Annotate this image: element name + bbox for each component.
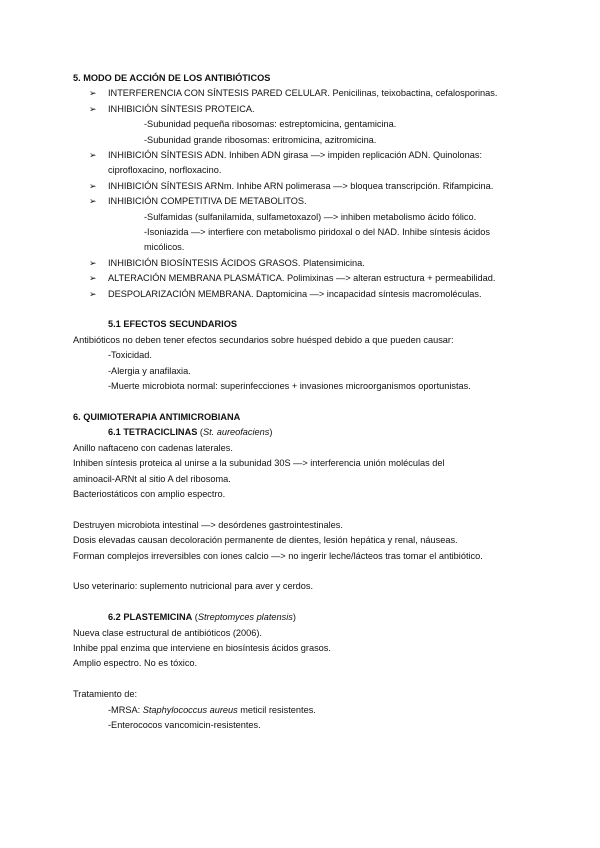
bullet-text: Inhiben ADN girasa —> impiden replicación ADN. Quinolonas:: [226, 150, 483, 161]
sub-item: -Isoniazida —> interfiere con metabolismo piridoxal o del NAD. Inhibe síntesis ácidos: [144, 227, 490, 238]
arrow-bullet-icon: ➢: [89, 103, 97, 114]
paragraph: Anillo naftaceno con cadenas laterales.: [73, 442, 233, 453]
paragraph: Tratamiento de:: [73, 689, 138, 700]
arrow-bullet-icon: ➢: [89, 150, 97, 161]
paren-close: ): [292, 612, 296, 623]
list-item: -Toxicidad.: [108, 350, 152, 361]
mrsa-prefix: -MRSA:: [108, 704, 143, 715]
bullet-item: [73, 179, 540, 194]
arrow-bullet-icon: ➢: [89, 180, 97, 191]
bullet-head: INHIBICIÓN COMPETITIVA DE METABOLITOS.: [108, 196, 307, 207]
arrow-bullet-icon: ➢: [89, 257, 97, 268]
paren-close: ): [269, 427, 273, 438]
bullet-item: [73, 256, 540, 271]
bullet-item: [73, 271, 540, 286]
arrow-bullet-icon: ➢: [89, 288, 97, 299]
bullet-text: Polimixinas —> alteran estructura + permeabilidad.: [284, 273, 496, 284]
mrsa-suffix: meticil resistentes.: [237, 704, 316, 715]
bullet-item: [73, 287, 540, 302]
bullet-item: [73, 194, 540, 209]
bullet-head: INHIBICIÓN SÍNTESIS ARNm.: [108, 180, 235, 191]
bullet-head: INTERFERENCIA CON SÍNTESIS PARED CELULAR.: [108, 88, 330, 99]
paren-open: (: [192, 612, 198, 623]
spacer: [73, 502, 540, 517]
section-6-2-title: [73, 610, 540, 625]
paragraph: aminoacil-ARNt al sitio A del ribosoma.: [73, 473, 231, 484]
bullet-head: INHIBICIÓN SÍNTESIS ADN.: [108, 150, 227, 161]
list-item: -Enterococos vancomicin-resistentes.: [108, 719, 261, 730]
species-name: Staphylococcus aureus: [142, 704, 238, 715]
bullet-text: Penicilinas, teixobactina, cefalosporinas.: [329, 88, 498, 99]
paragraph: Antibióticos no deben tener efectos secundarios sobre huésped debido a que pueden causar:: [73, 334, 454, 345]
section-5-1-title: 5.1 EFECTOS SECUNDARIOS: [108, 319, 237, 330]
bullet-text: Platensimicina.: [300, 257, 365, 268]
sub-item: -Subunidad pequeña ribosomas: estreptomicina, gentamicina.: [144, 119, 397, 130]
paragraph: Uso veterinario: suplemento nutricional para aver y cerdos.: [73, 581, 314, 592]
list-item: -Alergia y anafilaxia.: [108, 365, 191, 376]
paragraph: Inhiben síntesis proteica al unirse a la subunidad 30S —> interferencia unión moléculas del: [73, 458, 445, 469]
section-6-1-title: [73, 425, 540, 440]
paragraph: Forman complejos irreversibles con iones calcio —> no ingerir leche/lácteos tras tomar el antibiótico.: [73, 550, 483, 561]
bullet-continuation: ciprofloxacino, norfloxacino.: [108, 165, 222, 176]
species-name: Streptomyces platensis: [197, 612, 293, 623]
arrow-bullet-icon: ➢: [89, 196, 97, 207]
paren-open: (: [197, 427, 203, 438]
bullet-item: [73, 148, 540, 163]
list-item: -Muerte microbiota normal: superinfecciones + invasiones microorganismos oportunistas.: [108, 381, 471, 392]
paragraph: Bacteriostáticos con amplio espectro.: [73, 488, 226, 499]
paragraph: Inhibe ppal enzima que interviene en biosíntesis ácidos grasos.: [73, 642, 331, 653]
section-6-title: 6. QUIMIOTERAPIA ANTIMICROBIANA: [73, 411, 241, 422]
paragraph: Destruyen microbiota intestinal —> desórdenes gastrointestinales.: [73, 519, 343, 530]
bullet-head: DESPOLARIZACIÓN MEMBRANA.: [108, 288, 254, 299]
paragraph: Nueva clase estructural de antibióticos (2006).: [73, 627, 262, 638]
spacer: [73, 564, 540, 579]
spacer: [73, 672, 540, 687]
bullet-head: INHIBICIÓN SÍNTESIS PROTEICA.: [108, 103, 255, 114]
sub-item: -Sulfamidas (sulfanilamida, sulfametoxazol) —> inhiben metabolismo ácido fólico.: [144, 211, 477, 222]
arrow-bullet-icon: ➢: [89, 273, 97, 284]
bullet-item: [73, 86, 540, 101]
species-name: St. aureofaciens: [202, 427, 270, 438]
section-6-2-label: 6.2 PLASTEMICINA: [108, 612, 193, 623]
sub-item: -Subunidad grande ribosomas: eritromicina, azitromicina.: [144, 134, 377, 145]
spacer: [73, 302, 540, 317]
section-6-1-label: 6.1 TETRACICLINAS: [108, 427, 198, 438]
list-item: [73, 703, 540, 718]
bullet-text: Daptomicina —> incapacidad síntesis macromoléculas.: [253, 288, 482, 299]
sub-item-continuation: micólicos.: [144, 242, 185, 253]
bullet-head: INHIBICIÓN BIOSÍNTESIS ÁCIDOS GRASOS.: [108, 257, 301, 268]
paragraph: Amplio espectro. No es tóxico.: [73, 658, 198, 669]
spacer: [73, 595, 540, 610]
bullet-head: ALTERACIÓN MEMBRANA PLASMÁTICA.: [108, 273, 285, 284]
paragraph: Dosis elevadas causan decoloración permanente de dientes, lesión hepática y renal, náuseas.: [73, 535, 458, 546]
bullet-item: [73, 102, 540, 117]
spacer: [73, 395, 540, 410]
bullet-text: Inhibe ARN polimerasa —> bloquea transcripción. Rifampicina.: [234, 180, 494, 191]
section-5-title: 5. MODO DE ACCIÓN DE LOS ANTIBIÓTICOS: [73, 73, 271, 83]
arrow-bullet-icon: ➢: [89, 88, 97, 99]
